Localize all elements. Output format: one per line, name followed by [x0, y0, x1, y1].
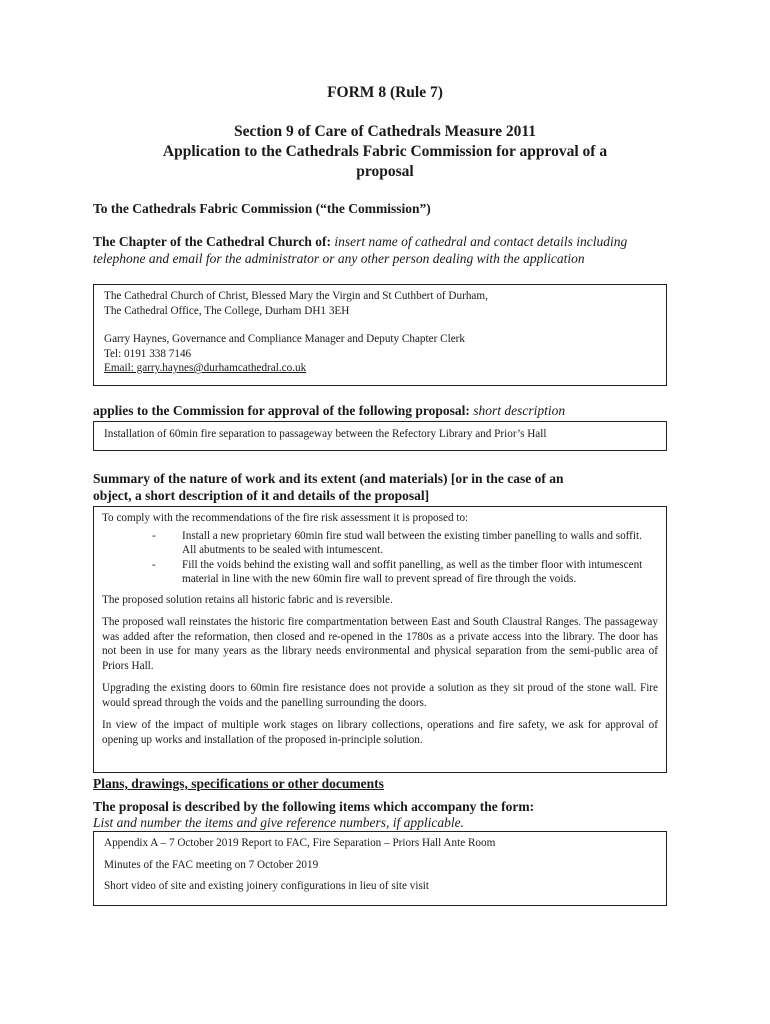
applies-label: applies to the Commission for approval of the following proposal: — [93, 403, 470, 418]
chapter-line: The Cathedral Church of Christ, Blessed Mary the Virgin and St Cuthbert of Durham, — [104, 290, 488, 302]
summary-bullet — [102, 529, 658, 558]
summary-paragraph: The proposed solution retains all historic fabric and is reversible. — [102, 593, 393, 606]
chapter-label: The Chapter of the Cathedral Church of: — [93, 234, 331, 249]
summary-bullet-text: Install a new proprietary 60min fire stud wall between the existing timber panelling to walls and soffit. All abutments to be sealed with intumescent. — [182, 529, 642, 556]
summary-paragraph: In view of the impact of multiple work stages on library collections, operations and fire safety, we ask for approval of opening up works and installation of the proposed in-principle solution. — [102, 719, 658, 746]
summary-bullet-text: Fill the voids behind the existing wall and soffit panelling, as well as the timber floor with intumescent material in line with the new 60min fire wall to prevent spread of fire through the voids. — [182, 558, 643, 585]
summary-paragraph: Upgrading the existing doors to 60min fire resistance does not provide a solution as they sit proud of the stone wall. Fire would spread through the voids and the panelling surrounding the doors. — [102, 682, 658, 709]
addressee-line: To the Cathedrals Fabric Commission (“the Commission”) — [93, 201, 431, 216]
summary-heading — [93, 470, 673, 504]
form-title: FORM 8 (Rule 7) — [327, 84, 443, 101]
plans-instruction: List and number the items and give reference numbers, if applicable. — [93, 815, 464, 830]
applies-text: Installation of 60min fire separation to passageway between the Refectory Library and Prior’s Hall — [104, 428, 547, 440]
summary-heading-line-2: object, a short description of it and details of the proposal] — [93, 488, 430, 503]
plans-heading: Plans, drawings, specifications or other documents — [93, 776, 384, 791]
plans-item: Appendix A – 7 October 2019 Report to FAC, Fire Separation – Priors Hall Ante Room — [104, 837, 496, 849]
dash-marker: - — [152, 558, 156, 571]
summary-box — [93, 506, 667, 773]
plans-item: Short video of site and existing joinery configurations in lieu of site visit — [104, 880, 430, 892]
chapter-email[interactable]: Email: garry.haynes@durhamcathedral.co.uk — [104, 362, 307, 374]
section-title-line-3: proposal — [356, 163, 414, 180]
chapter-details-box — [93, 284, 667, 386]
summary-bullet — [102, 558, 658, 587]
section-title — [60, 122, 710, 182]
chapter-line: Garry Haynes, Governance and Compliance Manager and Deputy Chapter Clerk — [104, 333, 465, 345]
summary-bullet-list — [102, 529, 658, 587]
applies-box — [93, 421, 667, 451]
chapter-line: Tel: 0191 338 7146 — [104, 347, 192, 360]
chapter-instruction: insert name of cathedral and contact details including telephone and email for the administrator or any other person dealing with the application — [93, 234, 628, 266]
chapter-line: The Cathedral Office, The College, Durham DH1 3EH — [104, 304, 350, 317]
plans-item: Minutes of the FAC meeting on 7 October 2019 — [104, 858, 319, 871]
summary-intro: To comply with the recommendations of the fire risk assessment it is proposed to: — [102, 512, 469, 524]
summary-paragraph: The proposed wall reinstates the historic fire compartmentation between East and South Claustral Ranges. The passageway was added after the reformation, then closed and re-opened in the 1780s as a private access into the library. The door has not been in use for many years as the library needs environmental and physical separation from the semi-public area of Priors Hall. — [102, 616, 658, 672]
plans-described-line: The proposal is described by the following items which accompany the form: — [93, 799, 535, 814]
section-title-line-2: Application to the Cathedrals Fabric Commission for approval of a — [162, 143, 608, 160]
summary-heading-line-1: Summary of the nature of work and its extent (and materials) [or in the case of an — [93, 471, 564, 486]
section-title-line-1: Section 9 of Care of Cathedrals Measure 2011 — [233, 123, 537, 140]
dash-marker: - — [152, 529, 156, 542]
applies-instruction: short description — [473, 403, 566, 418]
chapter-heading — [93, 233, 673, 267]
plans-items-box — [93, 831, 667, 906]
applies-heading — [93, 403, 673, 419]
